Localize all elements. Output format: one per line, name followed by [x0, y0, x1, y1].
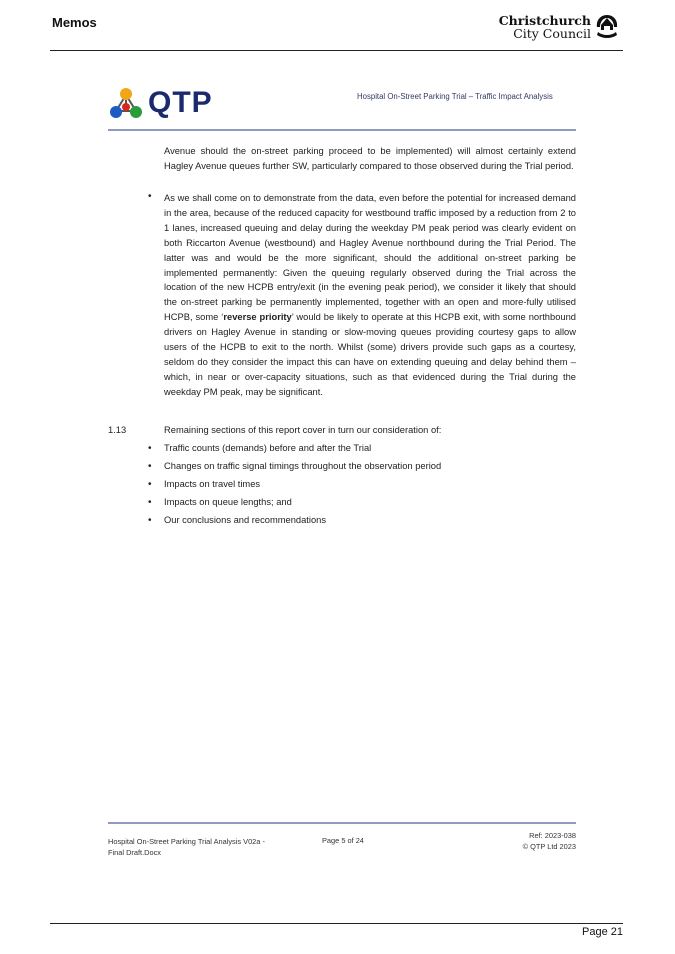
bullet-paragraph: [164, 191, 576, 400]
list-item: Traffic counts (demands) before and after the Trial: [164, 443, 372, 453]
list-item: Impacts on travel times: [164, 479, 261, 489]
bullet-dot: •: [148, 479, 152, 490]
brand-line-2: City Council: [513, 26, 591, 41]
bullet-dot: •: [148, 191, 152, 202]
footer-divider: [50, 923, 623, 924]
footer-filename: [108, 836, 293, 858]
document-footer-rule: [108, 822, 576, 824]
report-title: Hospital On-Street Parking Trial – Traffic Impact Analysis: [357, 92, 553, 101]
section-label: Memos: [52, 15, 97, 30]
bullet-text-part-2: ’ would be likely to operate at this HCPB exit, with some northbound drivers on Hagley Avenue in standing or slow-moving queues providing courtesy gaps to allow users of the HCPB to exit to the north. Whilst (some) drivers provide such gaps as a courtesy, seldom do they consider the impact this can have on extending queuing and delay behind them – which, in near or over-capacity situations, such as that evidenced during the Trial during the weekday PM peak, may be significant.: [164, 312, 576, 397]
bullet-dot: •: [148, 461, 152, 472]
brand-line-1: Christchurch: [498, 13, 591, 28]
qtp-logo-text: QTP: [148, 86, 213, 119]
list-item: Our conclusions and recommendations: [164, 515, 327, 525]
continuation-paragraph: Avenue should the on-street parking proceed to be implemented) will almost certainly extend Hagley Avenue queues further SW, particularly compared to those observed during the Trial period.: [164, 146, 576, 171]
ccc-logo-icon: [595, 14, 619, 40]
bullet-dot: •: [148, 497, 152, 508]
footer-ref: Ref: 2023-038: [529, 831, 576, 840]
footer-copyright: © QTP Ltd 2023: [522, 842, 576, 851]
bullet-dot: •: [148, 443, 152, 454]
document-header-rule: [108, 129, 576, 131]
bullet-dot: •: [148, 515, 152, 526]
page-number: Page 21: [582, 926, 623, 938]
footer-filename-line-1: Hospital On-Street Parking Trial Analysis V02a -: [108, 837, 265, 846]
molecule-logo-icon: [108, 86, 144, 120]
footer-reference: [523, 830, 576, 852]
section-intro: Remaining sections of this report cover in turn our consideration of:: [164, 425, 442, 435]
header-divider: [50, 50, 623, 51]
footer-page-count: Page 5 of 24: [322, 836, 364, 845]
bullet-text-bold: reverse priority: [223, 312, 292, 323]
section-number: 1.13: [108, 425, 127, 435]
bullet-text-part-1: As we shall come on to demonstrate from the data, even before the potential for increased demand in the area, because of the reduced capacity for westbound traffic imposed by a reduction from 2 to 1 lanes, increased queuing and delay during the weekday PM peak period was clearly evident on both Riccarton Avenue (westbound) and Hagley Avenue northbound during the Trial Period. The latter was and would be the more significant, should the additional on-street parking be implemented permanently: Given the queuing regularly observed during the Trial across the location of the new HCPB entry/exit (in the evening peak period), we consider it likely that should the on-street parking be permanently implemented, together with an open and more-fully utilised HCPB, some ‘: [164, 193, 576, 323]
qtp-logo: [108, 86, 213, 120]
footer-filename-line-2: Final Draft.Docx: [108, 848, 161, 857]
list-item: Impacts on queue lengths; and: [164, 497, 292, 507]
list-item: Changes on traffic signal timings throughout the observation period: [164, 461, 442, 471]
council-brand: [499, 14, 619, 40]
